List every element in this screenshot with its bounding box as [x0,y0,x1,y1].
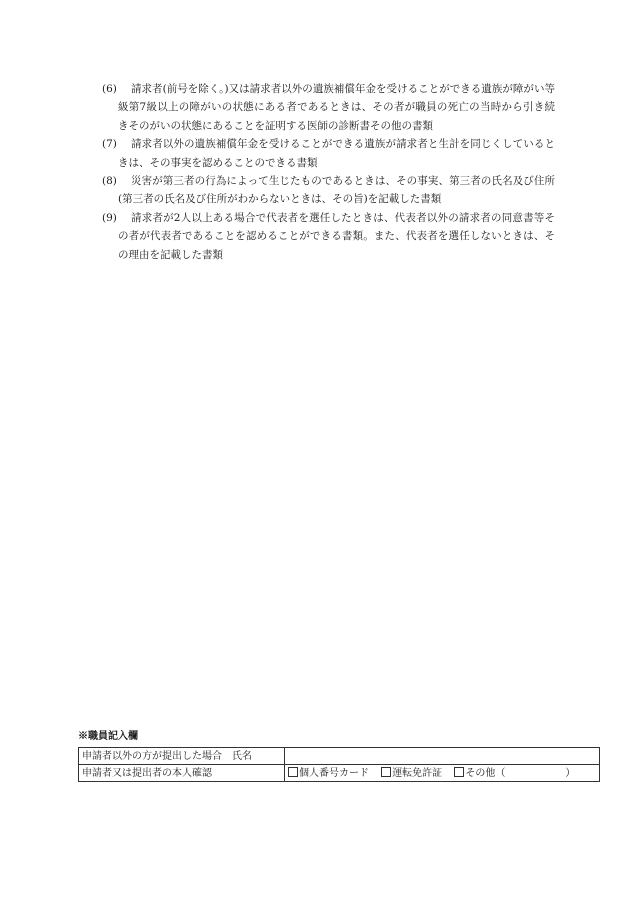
identity-check-label: 申請者又は提出者の本人確認 [79,765,285,782]
option-label: その他（ [465,767,506,779]
list-item [100,209,555,264]
staff-entry-section [78,730,600,782]
item-text: 災害が第三者の行為によって生じたものであるときは、その事実、第三者の氏名及び住所(第三者の氏名及び住所がわからないときは、その旨)を記載した書類 [118,175,555,206]
option-label: 運転免許証 [392,767,443,779]
submitter-name-field[interactable] [285,748,600,765]
table-row [79,765,600,782]
identity-check-options [285,765,600,782]
closing-paren: ） [565,767,576,779]
item-number: (9) [102,211,117,224]
item-number: (7) [102,138,117,151]
staff-entry-heading: ※職員記入欄 [78,731,138,742]
item-text: 請求者が2人以上ある場合で代表者を選任したときは、代表者以外の請求者の同意書等その者が代表者であることを認めることができる書類。また、代表者を選任しないときは、その理由を記載した書類 [118,211,555,261]
item-text: 請求者(前号を除く。)又は請求者以外の遺族補償年金を受けることができる遺族が障がい等級第7級以上の障がいの状態にある者であるときは、その者が職員の死亡の当時から引き続きそのがいの状態にあることを証明する医師の診断書その他の書類 [118,83,555,132]
required-documents-list [100,80,555,264]
checkbox-icon[interactable] [381,767,391,777]
option-drivers-license[interactable] [381,768,442,779]
list-item [100,135,555,172]
item-number: (8) [102,175,117,188]
option-mynumber-card[interactable] [288,768,369,779]
table-row [79,748,600,765]
option-other[interactable] [454,768,575,779]
item-number: (6) [102,83,117,95]
list-item [100,80,555,135]
option-label: 個人番号カード [299,767,369,779]
staff-entry-table [78,747,600,782]
checkbox-icon[interactable] [454,767,464,777]
item-text: 請求者以外の遺族補償年金を受けることができる遺族が請求者と生計を同じくしているときは、その事実を認めることのできる書類 [118,138,555,169]
submitter-name-label: 申請者以外の方が提出した場合 氏名 [79,748,285,765]
list-item [100,172,555,209]
checkbox-icon[interactable] [288,767,298,777]
